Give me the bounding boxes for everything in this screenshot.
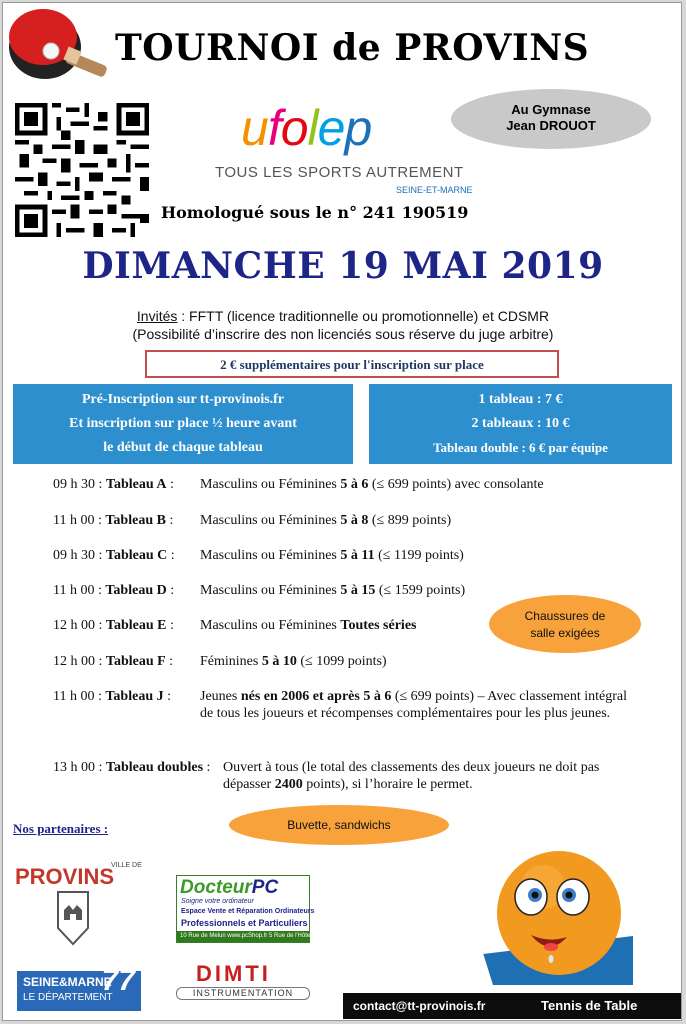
venue-line1: Au Gymnase xyxy=(511,102,591,117)
schedule-time xyxy=(53,759,211,776)
ufolep-region: SEINE-ET-MARNE xyxy=(396,185,473,195)
desc-bold: 5 à 15 xyxy=(340,583,376,598)
homologation-number: Homologué sous le n° 241 190519 xyxy=(161,203,469,222)
schedule-row xyxy=(53,759,643,793)
schedule-table-name: Tableau F xyxy=(105,654,166,669)
schedule-separator: : xyxy=(203,760,211,775)
schedule-table-name: Tableau D xyxy=(105,583,167,598)
schedule-time-text: 09 h 30 : xyxy=(53,548,106,563)
schedule-table-name: Tableau A xyxy=(105,477,167,492)
desc-text: (≤ 699 points) avec consolante xyxy=(368,477,544,492)
price-two: 2 tableaux : 10 € xyxy=(471,416,570,431)
dimti-logo xyxy=(176,961,310,1005)
desc-text: (≤ 1099 points) xyxy=(296,654,387,669)
desc-text: Masculins ou Féminines xyxy=(200,477,341,492)
desc-bold: 5 à 11 xyxy=(340,548,375,563)
desc-bold: 5 à 6 xyxy=(340,477,369,492)
desc-bold: 5 à 10 xyxy=(261,654,297,669)
schedule-table-name: Tableau E xyxy=(105,618,167,633)
schedule-separator: : xyxy=(163,689,171,704)
desc-text: Ouvert à tous (le total des classements des deux joueurs ne doit pas dépasser xyxy=(223,760,600,792)
price-double: Tableau double : 6 € par équipe xyxy=(433,440,608,455)
schedule-row xyxy=(53,512,643,529)
docteur-brand-a: Docteur xyxy=(180,877,252,898)
price-one: 1 tableau : 7 € xyxy=(478,392,563,407)
schedule-table-name: Tableau B xyxy=(105,513,166,528)
schedule-time xyxy=(53,617,198,634)
schedule-separator: : xyxy=(166,618,174,633)
tournament-flyer xyxy=(2,2,682,1021)
ufolep-tagline: TOUS LES SPORTS AUTREMENT xyxy=(215,164,464,181)
logo-letter: f xyxy=(267,100,281,156)
venue-badge xyxy=(451,89,651,149)
shoes-line2: salle exigées xyxy=(530,626,600,640)
shoes-notice xyxy=(489,595,641,653)
smiley-ball-icon xyxy=(483,835,633,985)
schedule-description xyxy=(200,512,640,529)
schedule-time-text: 11 h 00 : xyxy=(53,689,106,704)
dimti-sub: INSTRUMENTATION xyxy=(176,987,310,1000)
schedule-time-text: 09 h 30 : xyxy=(53,477,106,492)
desc-text: (≤ 1599 points) xyxy=(375,583,466,598)
logo-letter: o xyxy=(280,100,308,156)
desc-text: Masculins ou Féminines xyxy=(200,513,341,528)
department-sub: LE DÉPARTEMENT xyxy=(23,992,113,1003)
schedule-table-name: Tableau doubles xyxy=(105,760,204,775)
surcharge-notice: 2 € supplémentaires pour l'inscription sur place xyxy=(145,350,559,378)
footer-label: Tennis de Table xyxy=(531,993,681,1019)
prices-box xyxy=(369,384,672,464)
schedule-row xyxy=(53,476,643,493)
venue-line2: Jean DROUOT xyxy=(506,118,596,133)
schedule-table-name: Tableau J xyxy=(105,689,164,704)
schedule-time xyxy=(53,582,198,599)
schedule-row xyxy=(53,653,643,670)
invites-block xyxy=(3,307,682,343)
docteur-line2: Professionnels et Particuliers xyxy=(181,918,308,928)
desc-text: Masculins ou Féminines xyxy=(200,583,341,598)
desc-bold: nés en 2006 et après 5 à 6 xyxy=(240,689,392,704)
invites-note: (Possibilité d’inscrire des non licenciés sous réserve du juge arbitre) xyxy=(132,326,554,342)
provins-logo xyxy=(13,858,143,953)
docteur-slogan: Soigne votre ordinateur xyxy=(181,898,254,905)
department-name: SEINE&MARNE xyxy=(23,975,112,989)
schedule-separator: : xyxy=(165,654,174,669)
registration-line2: Et inscription sur place ½ heure avant xyxy=(69,416,297,431)
schedule-separator: : xyxy=(166,477,174,492)
schedule-description xyxy=(200,688,640,722)
seine-et-marne-logo xyxy=(17,964,141,1011)
schedule-time xyxy=(53,688,198,705)
schedule-separator: : xyxy=(165,513,174,528)
schedule-table-name: Tableau C xyxy=(105,548,168,563)
schedule-time-text: 11 h 00 : xyxy=(53,513,106,528)
invites-text: : FFTT (licence traditionnelle ou promotionnelle) et CDSMR xyxy=(177,308,550,324)
docteur-pc-logo xyxy=(176,875,325,943)
event-date: DIMANCHE 19 MAI 2019 xyxy=(82,245,604,287)
desc-text: Masculins ou Féminines xyxy=(200,618,341,633)
docteur-brand xyxy=(180,877,278,899)
invites-label: Invités xyxy=(136,308,178,324)
desc-bold: Toutes séries xyxy=(340,618,417,633)
registration-line1: Pré-Inscription sur tt-provinois.fr xyxy=(81,392,285,407)
desc-text: Féminines xyxy=(200,654,262,669)
logo-letter: l xyxy=(307,100,318,156)
desc-text: (≤ 899 points) xyxy=(368,513,452,528)
schedule-time xyxy=(53,512,198,529)
schedule-time xyxy=(53,547,198,564)
desc-text: Jeunes xyxy=(200,689,241,704)
department-num: 77 xyxy=(101,964,135,997)
schedule-separator: : xyxy=(166,583,175,598)
docteur-brand-b: PC xyxy=(251,877,279,898)
docteur-line1: Espace Vente et Réparation Ordinateurs xyxy=(181,908,315,915)
docteur-bar: 10 Rue de Melun www.pcShop.fr 5 Rue de l'Hôtel dieu xyxy=(177,931,309,942)
logo-letter: u xyxy=(241,100,268,156)
schedule-description xyxy=(200,653,640,670)
schedule-time xyxy=(53,476,198,493)
ufolep-logo xyxy=(241,100,372,156)
logo-letter: p xyxy=(344,100,372,156)
buvette-notice: Buvette, sandwichs xyxy=(229,805,449,845)
schedule-row xyxy=(53,688,643,739)
schedule-time-text: 12 h 00 : xyxy=(53,618,106,633)
page-title: TOURNOI de PROVINS xyxy=(115,27,590,69)
schedule-row xyxy=(53,547,643,564)
logo-letter: e xyxy=(317,100,345,156)
schedule-time xyxy=(53,653,198,670)
provins-small: VILLE DE xyxy=(111,862,142,869)
registration-line3: le début de chaque tableau xyxy=(103,440,263,455)
schedule-separator: : xyxy=(167,548,175,563)
desc-text: points), si l’horaire le permet. xyxy=(302,777,473,792)
registration-box xyxy=(13,384,353,464)
desc-text: (≤ 1199 points) xyxy=(374,548,464,563)
contact-email[interactable]: contact@tt-provinois.fr xyxy=(343,993,531,1019)
partners-heading: Nos partenaires : xyxy=(13,821,109,836)
schedule-description xyxy=(200,547,640,564)
provins-name: PROVINS xyxy=(15,864,115,889)
desc-bold: 2400 xyxy=(274,777,303,792)
schedule-description xyxy=(200,476,640,493)
desc-text: Masculins ou Féminines xyxy=(200,548,341,563)
dimti-name: DIMTI xyxy=(196,961,271,986)
shoes-line1: Chaussures de xyxy=(524,609,606,623)
schedule-time-text: 12 h 00 : xyxy=(53,654,106,669)
qr-code[interactable] xyxy=(15,103,149,237)
desc-bold: 5 à 8 xyxy=(340,513,369,528)
schedule-time-text: 11 h 00 : xyxy=(53,583,106,598)
schedule-time-text: 13 h 00 : xyxy=(53,760,106,775)
desc-text: (≤ 699 points) – Avec classement intégral de tous les joueurs et récompenses complémentaires pour les plus jeunes. xyxy=(200,689,627,721)
schedule-description xyxy=(223,759,640,793)
ping-pong-paddle-icon xyxy=(7,7,113,83)
